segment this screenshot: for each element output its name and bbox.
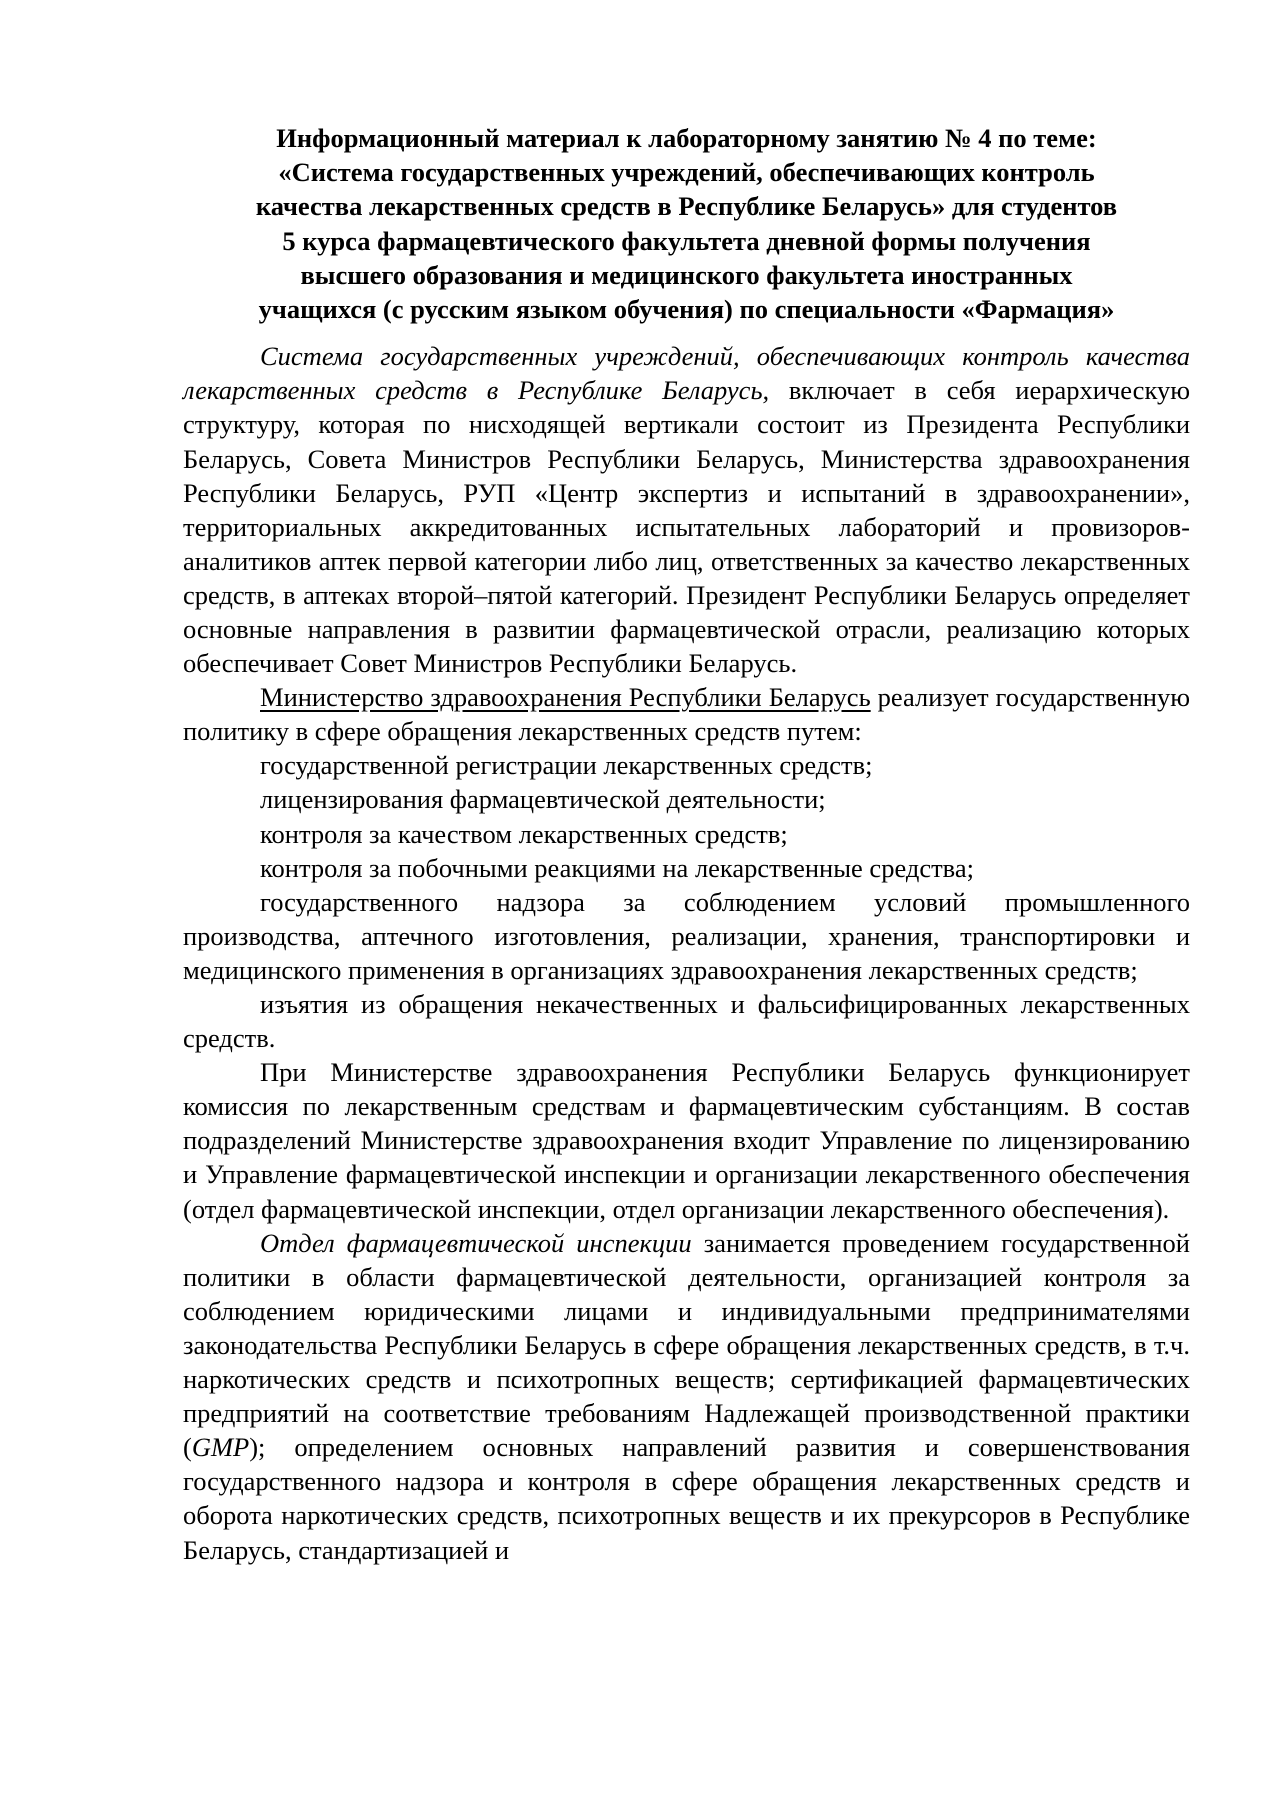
title-line: 5 курса фармацевтического факультета дневной формы получения [282, 225, 1091, 256]
paragraph-text: включает в себя иерархическую структуру, которая по нисходящей вертикали состоит из Президента Республики Беларусь, Совета Министров Республики Беларусь, Министерства здравоохранения Республики Беларусь, РУП «Центр экспертиз и испытаний в здравоохранении», территориальных аккредитованных испытательных лабораторий и провизоров-аналитиков аптек первой категории либо лиц, ответственных за качество лекарственных средств, в аптеках второй–пятой категорий. Президент Республики Беларусь определяет основные направления в развитии фармацевтической отрасли, реализацию которых обеспечивает Совет Министров Республики Беларусь. [183, 375, 1190, 679]
underlined-term: Министерство здравоохранения Республики Беларусь [260, 682, 871, 713]
list-item: контроля за побочными реакциями на лекарственные средства; [260, 852, 974, 883]
paragraph-inspection [183, 1226, 1190, 1567]
list-item: лицензирования фармацевтической деятельности; [260, 784, 826, 815]
list-item: государственной регистрации лекарственных средств; [260, 750, 873, 781]
paragraph-text: занимается проведением государственной политики в области фармацевтической деятельности, организацией контроля за соблюдением юридическими лицами и индивидуальными предпринимателями законодательства Республики Беларусь в сфере обращения лекарственных средств, в т.ч. наркотических средств и психотропных веществ; сертификацией фармацевтических предприятий на соответствие требованиям Надлежащей производственной практики ( [183, 1227, 1190, 1463]
paragraph-commission: При Министерстве здравоохранения Республики Беларусь функционирует комиссия по лекарственным средствам и фармацевтическим субстанциям. В состав подразделений Министерстве здравоохранения входит Управление по лицензированию и Управление фармацевтической инспекции и организации лекарственного обеспечения (отдел фармацевтической инспекции, отдел организации лекарственного обеспечения). [183, 1057, 1190, 1224]
title-line: Информационный материал к лабораторному занятию № 4 по теме: [276, 123, 1097, 153]
title-line: учащихся (с русским языком обучения) по специальности «Фармация» [258, 294, 1115, 325]
paragraph-system-overview [183, 339, 1190, 680]
paragraph-text: реализует государственную политику в сфере обращения лекарственных средств путем: [183, 682, 1190, 747]
document-page [183, 121, 1190, 1567]
list-item: изъятия из обращения некачественных и фальсифицированных лекарственных средств. [183, 989, 1190, 1054]
document-title [183, 121, 1190, 326]
paragraph-ministry [183, 680, 1190, 748]
document-body [183, 339, 1190, 1566]
italic-term: Система государственных учреждений, обеспечивающих контроль качества лекарственных средств в Республике Беларусь, [183, 341, 1190, 406]
list-item: государственного надзора за соблюдением условий промышленного производства, аптечного изготовления, реализации, хранения, транспортировки и медицинского применения в организациях здравоохранения лекарственных средств; [183, 886, 1190, 985]
paragraph-text: ); определением основных направлений развития и совершенствования государственного надзора и контроля в сфере обращения лекарственных средств и оборота наркотических средств, психотропных веществ и их прекурсоров в Республике Беларусь, стандартизацией и [183, 1432, 1190, 1565]
title-line: «Система государственных учреждений, обеспечивающих контроль [278, 157, 1095, 188]
title-line: высшего образования и медицинского факультета иностранных [300, 259, 1073, 290]
italic-abbreviation: GMP [191, 1432, 250, 1463]
list-item: контроля за качеством лекарственных средств; [260, 818, 788, 849]
title-line: качества лекарственных средств в Республике Беларусь» для студентов [255, 191, 1118, 222]
italic-term: Отдел фармацевтической инспекции [260, 1227, 692, 1258]
